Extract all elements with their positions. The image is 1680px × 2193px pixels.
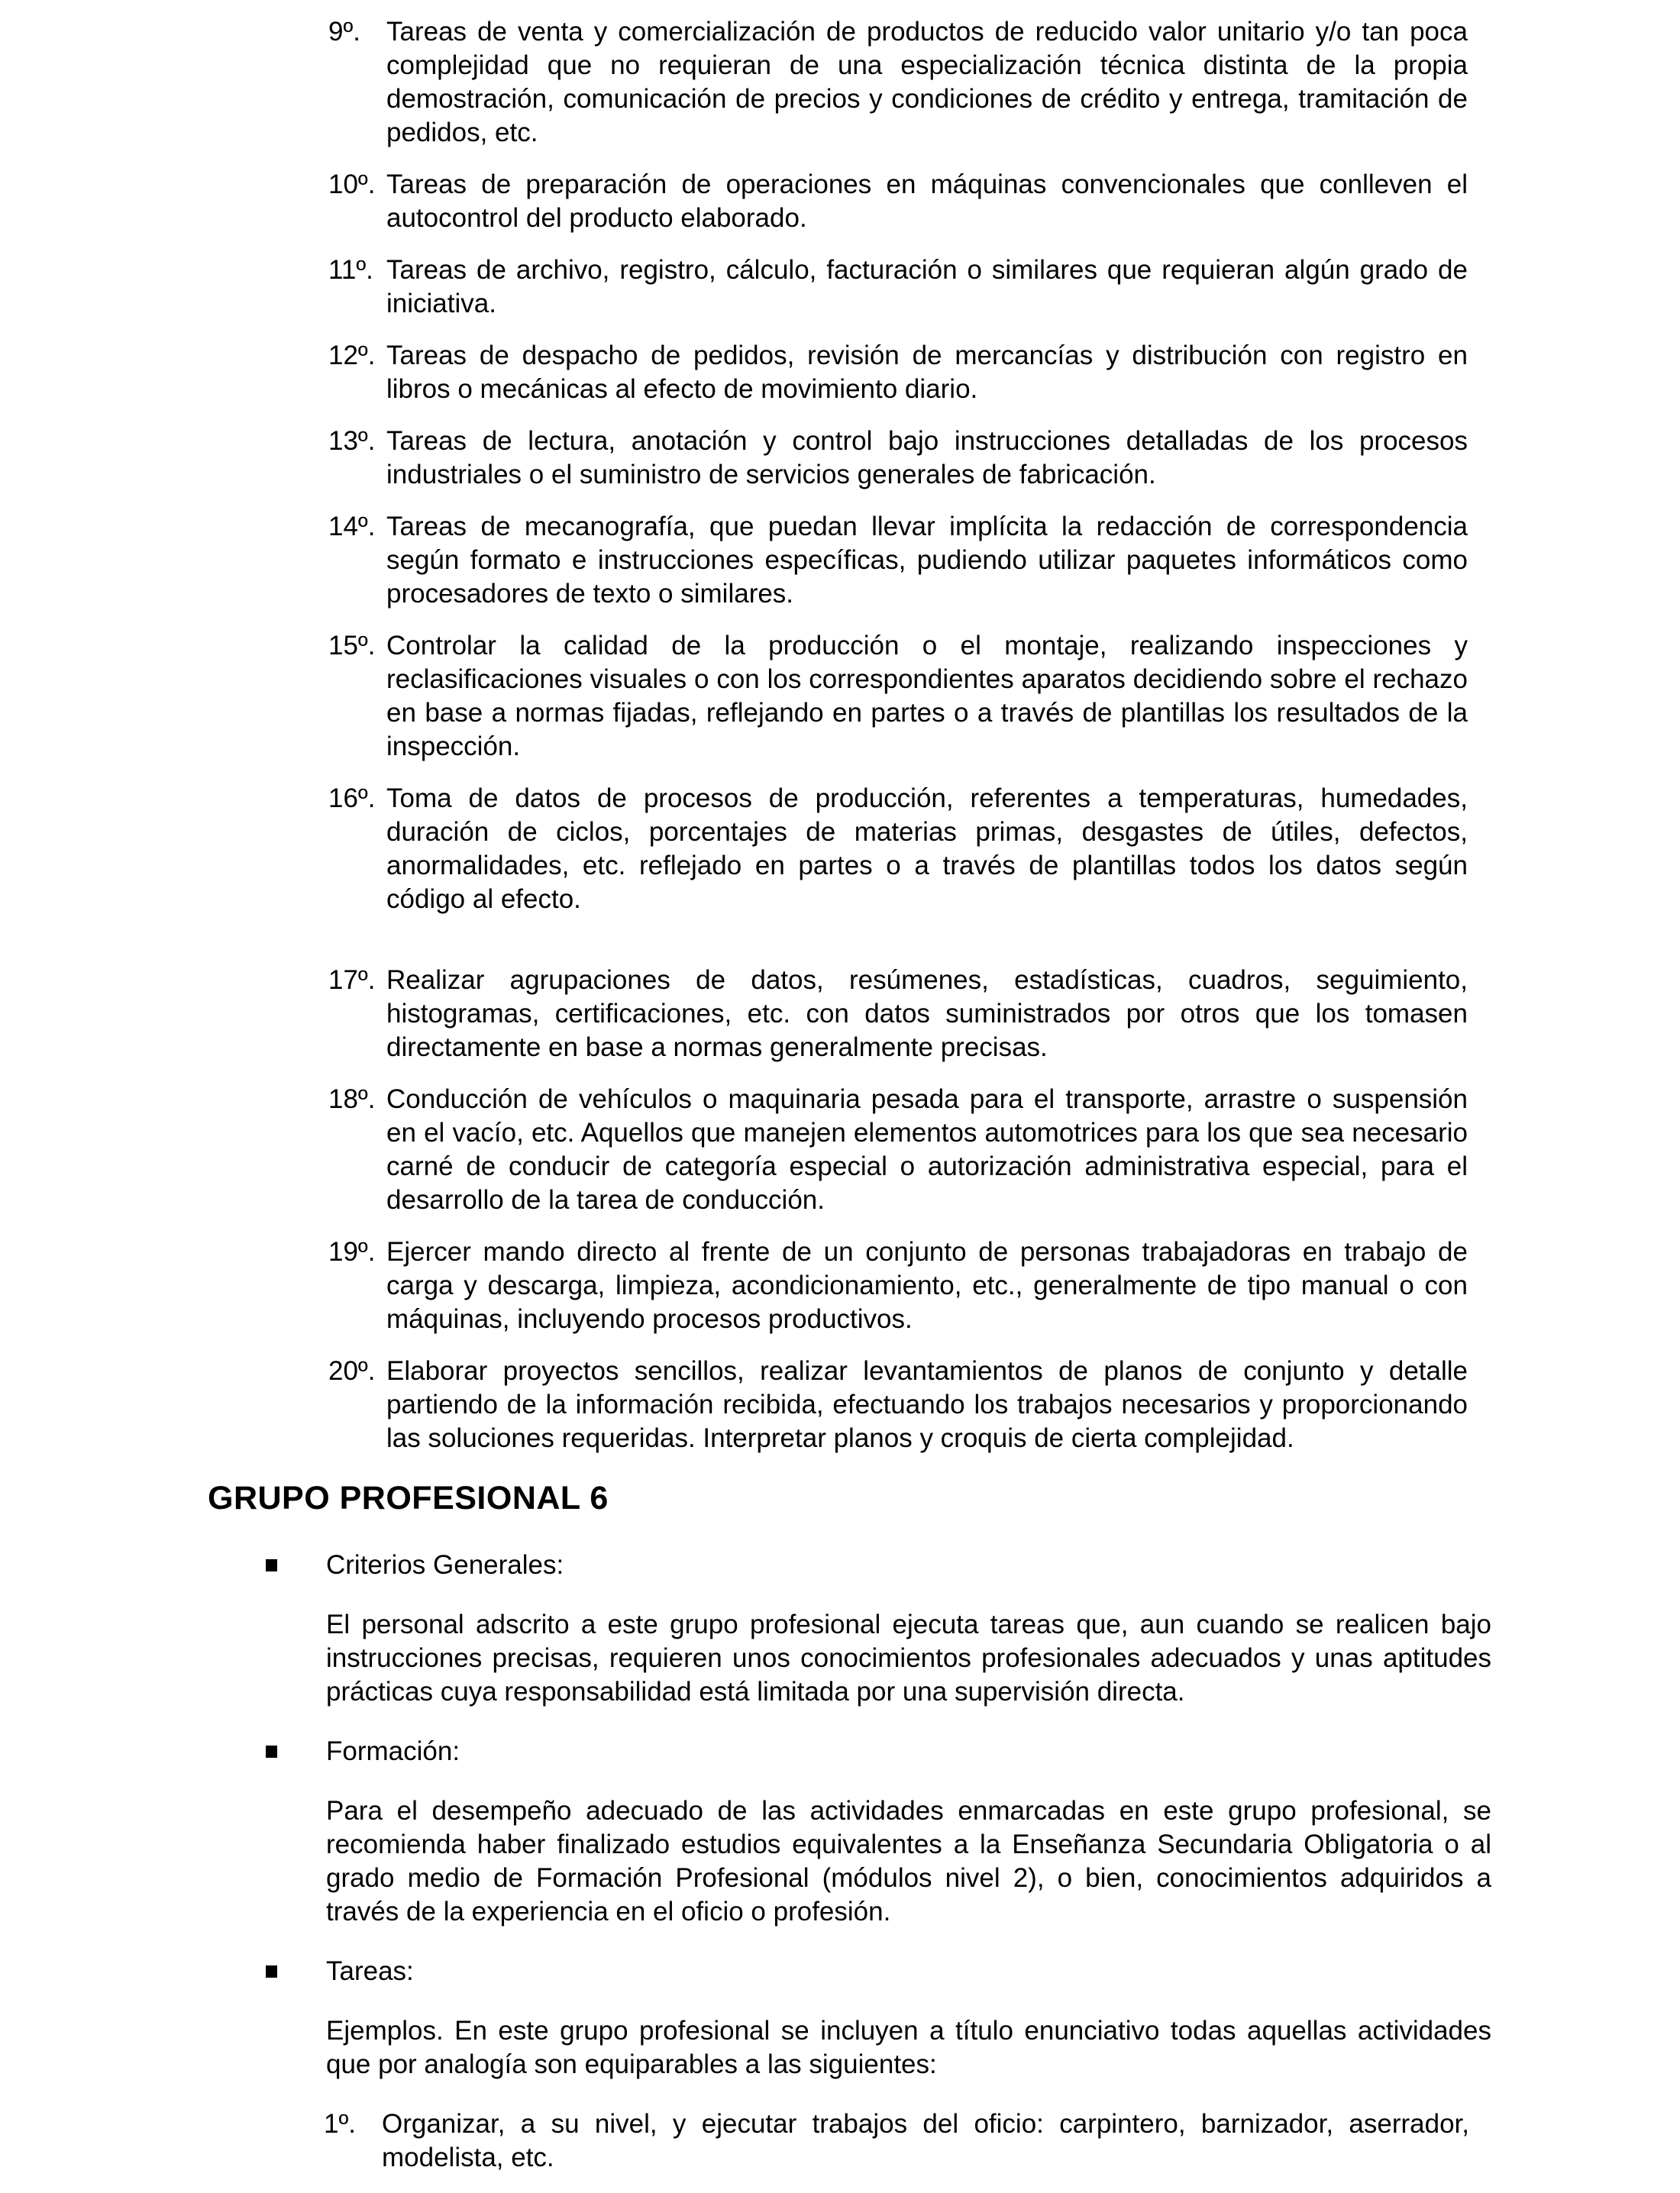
list-item <box>328 168 1468 235</box>
list-item <box>328 964 1468 1064</box>
item-text: Realizar agrupaciones de datos, resúmenes, estadísticas, cuadros, seguimiento, histogramas, certificaciones, etc. con datos suministrados por otros que los tomasen directamente en base a normas generalmente precisas. <box>386 965 1468 1062</box>
bullet-label: Formación: <box>326 1736 460 1766</box>
item-number: 12º. <box>328 341 376 370</box>
item-number: 11º. <box>328 255 373 285</box>
bullet-paragraph: Ejemplos. En este grupo profesional se incluyen a título enunciativo todas aquellas actividades que por analogía son equiparables a las siguientes: <box>326 2016 1491 2079</box>
item-number: 9º. <box>328 17 360 47</box>
bullet-item-criterios <box>266 1549 1680 1582</box>
item-number: 16º. <box>328 783 376 813</box>
bullet-item-formacion <box>266 1735 1680 1768</box>
item-number: 10º. <box>328 170 376 199</box>
list-item <box>328 629 1468 764</box>
list-item <box>328 510 1468 611</box>
item-number: 19º. <box>328 1237 376 1267</box>
item-text: Toma de datos de procesos de producción, referentes a temperaturas, humedades, duración de ciclos, porcentajes de materias primas, desgastes de útiles, defectos, anormalidades, etc. reflejado en partes o a través de plantillas todos los datos según código al efecto. <box>386 783 1468 914</box>
item-text: Tareas de mecanografía, que puedan llevar implícita la redacción de correspondencia según formato e instrucciones específicas, pudiendo utilizar paquetes informáticos como procesadores de texto o similares. <box>386 512 1468 609</box>
item-text: Controlar la calidad de la producción o el montaje, realizando inspecciones y reclasificaciones visuales o con los correspondientes aparatos decidiendo sobre el rechazo en base a normas fijadas, reflejando en partes o a través de plantillas los resultados de la inspección. <box>386 631 1468 761</box>
bullet-paragraph: Para el desempeño adecuado de las actividades enmarcadas en este grupo profesional, se recomienda haber finalizado estudios equivalentes a la Enseñanza Secundaria Obligatoria o al grado medio de Formación Profesional (módulos nivel 2), o bien, conocimientos adquiridos a través de la experiencia en el oficio o profesión. <box>326 1796 1491 1927</box>
item-number: 20º. <box>328 1356 376 1386</box>
item-number: 18º. <box>328 1084 376 1114</box>
bullet-label: Tareas: <box>326 1956 414 1986</box>
item-number: 14º. <box>328 512 376 541</box>
item-text: Tareas de despacho de pedidos, revisión de mercancías y distribución con registro en libros o mecánicas al efecto de movimiento diario. <box>386 341 1468 404</box>
item-text: Tareas de preparación de operaciones en máquinas convencionales que conlleven el autocontrol del producto elaborado. <box>386 170 1468 233</box>
list-item <box>328 782 1468 916</box>
bullet-label: Criterios Generales: <box>326 1550 564 1580</box>
square-bullet-icon <box>266 1746 277 1758</box>
list-item <box>324 2107 1469 2175</box>
numbered-task-list <box>328 15 1468 1455</box>
list-item <box>328 339 1468 406</box>
list-item <box>328 254 1468 321</box>
item-text: Tareas de archivo, registro, cálculo, facturación o similares que requieran algún grado de iniciativa. <box>386 255 1468 318</box>
square-bullet-icon <box>266 1965 277 1978</box>
list-item <box>328 15 1468 150</box>
bullet-paragraph: El personal adscrito a este grupo profesional ejecuta tareas que, aun cuando se realicen bajo instrucciones precisas, requieren unos conocimientos profesionales adecuados y unas aptitudes prácticas cuya responsabilidad está limitada por una supervisión directa. <box>326 1610 1491 1707</box>
item-text: Ejercer mando directo al frente de un conjunto de personas trabajadoras en trabajo de carga y descarga, limpieza, acondicionamiento, etc., generalmente de tipo manual o con máquinas, incluyendo procesos productivos. <box>386 1237 1468 1334</box>
list-item <box>328 1235 1468 1336</box>
list-item <box>328 425 1468 492</box>
item-number: 1º. <box>324 2109 356 2139</box>
list-item <box>328 1083 1468 1217</box>
item-text: Conducción de vehículos o maquinaria pesada para el transporte, arrastre o suspensión en el vacío, etc. Aquellos que manejen elementos automotrices para los que sea necesario carné de conducir de categoría especial o autorización administrativa especial, para el desarrollo de la tarea de conducción. <box>386 1084 1468 1215</box>
item-text: Tareas de lectura, anotación y control bajo instrucciones detalladas de los procesos industriales o el suministro de servicios generales de fabricación. <box>386 426 1468 489</box>
list-item <box>328 1355 1468 1455</box>
bullet-item-tareas <box>266 1955 1680 1988</box>
item-text: Elaborar proyectos sencillos, realizar levantamientos de planos de conjunto y detalle partiendo de la información recibida, efectuando los trabajos necesarios y proporcionando las soluciones requeridas. Interpretar planos y croquis de cierta complejidad. <box>386 1356 1468 1453</box>
item-number: 15º. <box>328 631 376 660</box>
item-text: Tareas de venta y comercialización de productos de reducido valor unitario y/o tan poca complejidad que no requieran de una especialización técnica distinta de la propia demostración, comunicación de precios y condiciones de crédito y entrega, tramitación de pedidos, etc. <box>386 17 1468 147</box>
section-heading: GRUPO PROFESIONAL 6 <box>208 1480 609 1516</box>
item-number: 17º. <box>328 965 376 995</box>
square-bullet-icon <box>266 1559 277 1571</box>
item-number: 13º. <box>328 426 376 456</box>
item-text: Organizar, a su nivel, y ejecutar trabajos del oficio: carpintero, barnizador, aserrador, modelista, etc. <box>382 2109 1469 2172</box>
